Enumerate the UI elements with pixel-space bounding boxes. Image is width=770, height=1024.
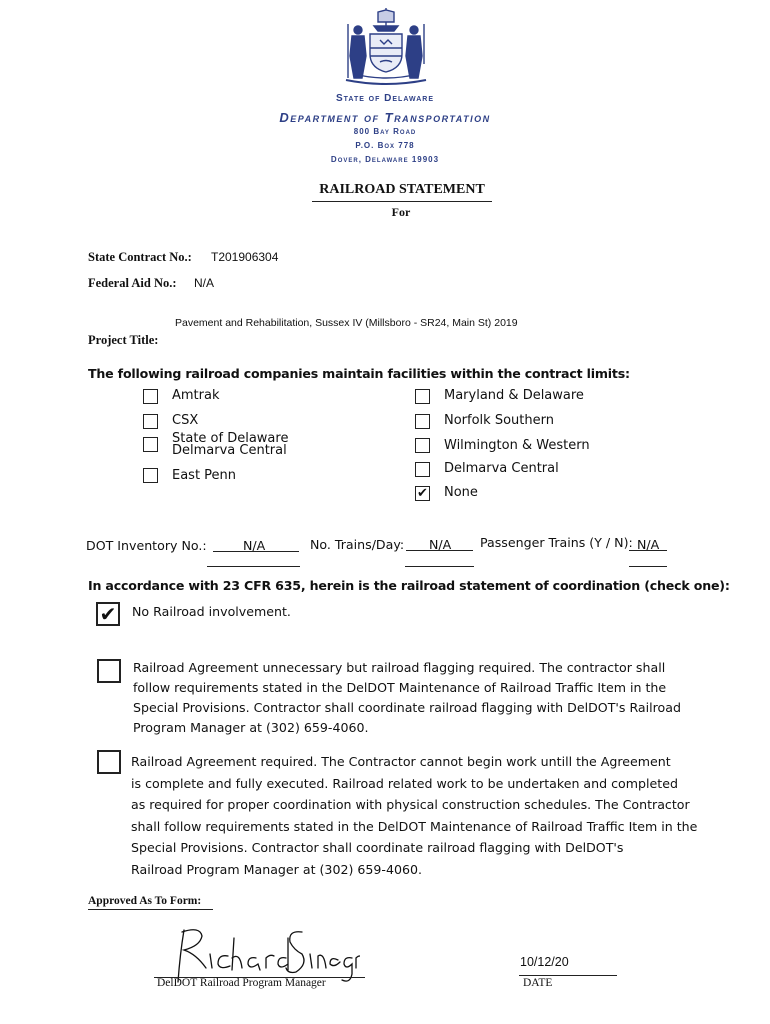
- address-line-2: P.O. Box 778: [355, 141, 415, 150]
- project-title-value: Pavement and Rehabilitation, Sussex IV (Millsboro - SR24, Main St) 2019: [175, 317, 518, 329]
- option-agreement-line: Special Provisions. Contractor shall coordinate railroad flagging with DelDOT's: [131, 840, 624, 856]
- date-label: DATE: [523, 977, 553, 989]
- option-no-involvement-text: No Railroad involvement.: [132, 604, 291, 619]
- label-delmarva-central: Delmarva Central: [444, 461, 559, 476]
- passenger-trains-underline-2: [629, 566, 667, 567]
- option-flagging-required-text: [133, 658, 681, 738]
- dot-inventory-value[interactable]: N/A: [243, 538, 266, 553]
- label-east-penn: East Penn: [172, 468, 237, 483]
- option-agreement-line: Railroad Agreement required. The Contractor cannot begin work untill the Agreement: [131, 754, 671, 769]
- option-flagging-line: Railroad Agreement unnecessary but railroad flagging required. The contractor shall: [133, 660, 666, 675]
- label-wilmington-western: Wilmington & Western: [444, 438, 590, 453]
- label-csx: CSX: [172, 413, 199, 428]
- address-line-3: Dover, Delaware 19903: [330, 155, 440, 164]
- checkbox-delmarva-central[interactable]: [415, 462, 430, 477]
- contract-label: State Contract No.:: [88, 250, 192, 264]
- option-flagging-line: follow requirements stated in the DelDOT Maintenance of Railroad Traffic Item in the: [133, 680, 667, 695]
- checkbox-amtrak[interactable]: [143, 389, 158, 404]
- label-norfolk-southern: Norfolk Southern: [444, 413, 554, 428]
- checkbox-norfolk-southern[interactable]: [415, 414, 430, 429]
- approved-underline: [88, 909, 213, 910]
- document-subtitle: For: [391, 205, 411, 219]
- option-agreement-line: Railroad Program Manager at (302) 659-4060.: [131, 861, 423, 877]
- federal-aid-label: Federal Aid No.:: [88, 276, 177, 290]
- date-line: [519, 975, 617, 976]
- label-maryland-delaware: Maryland & Delaware: [444, 388, 584, 403]
- option-agreement-line: as required for proper coordination with physical construction schedules. The Contractor: [131, 797, 690, 813]
- checkbox-none[interactable]: ✔: [415, 486, 430, 501]
- label-none: None: [444, 485, 478, 500]
- dot-inventory-underline: [213, 551, 299, 552]
- delaware-seal-logo: [336, 4, 436, 88]
- passenger-trains-value[interactable]: N/A: [637, 537, 660, 552]
- checkbox-maryland-delaware[interactable]: [415, 389, 430, 404]
- companies-heading: The following railroad companies maintain facilities within the contract limits:: [88, 366, 630, 381]
- trains-per-day-label: No. Trains/Day:: [310, 537, 405, 552]
- date-value: 10/12/20: [520, 955, 569, 969]
- checkbox-agreement-required[interactable]: [97, 750, 121, 774]
- passenger-trains-underline: [629, 550, 667, 551]
- contract-value: T201906304: [211, 250, 279, 264]
- checkbox-state-of-delaware[interactable]: [143, 437, 158, 452]
- checkbox-wilmington-western[interactable]: [415, 438, 430, 453]
- federal-aid-value: N/A: [194, 276, 215, 290]
- checkbox-csx[interactable]: [143, 414, 158, 429]
- option-agreement-required-text: [131, 751, 697, 881]
- document-title: RAILROAD STATEMENT: [319, 182, 485, 197]
- label-state-of-delaware: State of Delaware: [172, 431, 289, 446]
- state-name: State of Delaware: [335, 93, 435, 104]
- approved-label: Approved As To Form:: [88, 895, 202, 907]
- label-amtrak: Amtrak: [172, 388, 220, 403]
- statement-heading: In accordance with 23 CFR 635, herein is the railroad statement of coordination (check one):: [88, 578, 730, 593]
- option-flagging-line: Special Provisions. Contractor shall coordinate railroad flagging with DelDOT's Railroad: [133, 700, 681, 715]
- title-underline: [312, 201, 492, 202]
- address-line-1: 800 Bay Road: [353, 127, 417, 136]
- passenger-trains-label: Passenger Trains (Y / N):: [480, 535, 633, 550]
- signer-title: DelDOT Railroad Program Manager: [157, 977, 326, 989]
- trains-per-day-underline: [406, 550, 473, 551]
- label-state-of-delaware-line2: Delmarva Central: [172, 443, 287, 458]
- trains-per-day-value[interactable]: N/A: [429, 537, 452, 552]
- option-flagging-line: Program Manager at (302) 659-4060.: [133, 720, 369, 735]
- checkbox-flagging-required[interactable]: [97, 659, 121, 683]
- checkbox-east-penn[interactable]: [143, 468, 158, 483]
- option-agreement-line: is complete and fully executed. Railroad related work to be undertaken and completed: [131, 775, 678, 791]
- project-title-label: Project Title:: [88, 333, 159, 347]
- dot-inventory-underline-2: [207, 566, 300, 567]
- dot-inventory-label: DOT Inventory No.:: [86, 538, 207, 553]
- checkbox-no-involvement[interactable]: ✔: [96, 602, 120, 626]
- trains-per-day-underline-2: [405, 566, 474, 567]
- option-agreement-line: shall follow requirements stated in the DelDOT Maintenance of Railroad Traffic Item in the: [131, 818, 698, 834]
- department-name: Department of Transportation: [279, 110, 491, 125]
